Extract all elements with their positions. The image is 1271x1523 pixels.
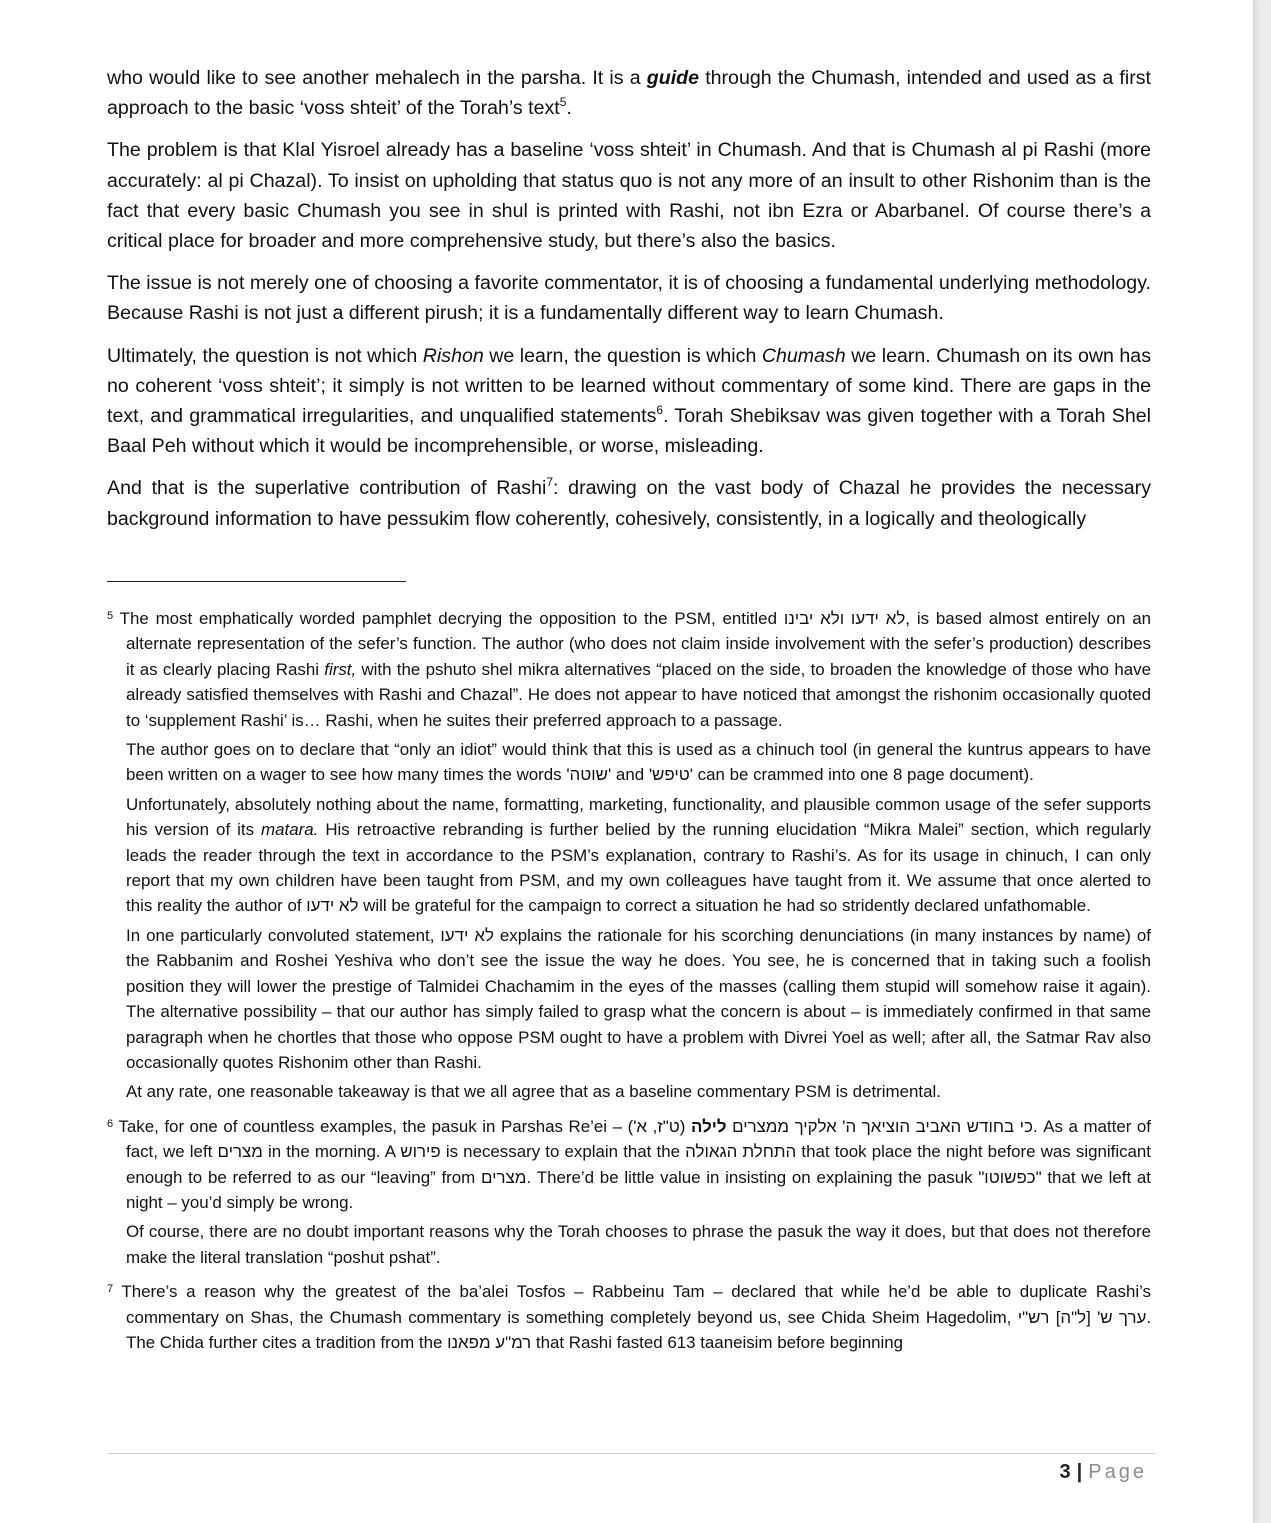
text-run: And that is the superlative contribution of Rashi [107,477,547,500]
page-label: Page [1088,1461,1147,1483]
footnote-ref-5[interactable]: 5 [559,95,567,110]
emphasis-rishon: Rishon [422,344,484,367]
footnote-number: 5 [107,610,114,622]
text-run: Unfortunately, absolutely nothing about the name, formatting, marketing, functionality, and plausible common usage of the sefer supports his version of its [126,794,1151,840]
text-run: we learn. Chumash on its own has no coherent ‘voss shteit’; it simply is not written to be learned without commentary of some kind. There are gaps in the text, and grammatical irregularities, and unqualified statements [107,344,1151,428]
text-run: that took place the night before was significant enough to be referred to as our “leaving” from [126,1142,1151,1187]
text-run: There’s a reason why the greatest of the ba’alei Tosfos – Rabbeinu Tam – declared that while he’d be able to duplicate Rashi’s commentary on Shas, the Chumash commentary is something completely beyond us, see Chida Sheim Hagedolim, [121,1282,1152,1327]
hebrew-text: "כפשוטו" [978,1167,1042,1187]
hebrew-text: מצרים [481,1167,527,1187]
emphasis-first: first, [324,659,357,679]
hebrew-text: התחלת הגאולה [685,1142,797,1162]
footnote-number: 6 [107,1117,114,1130]
text-run: we learn, the question is which [483,344,762,367]
text-run: that Rashi fasted 613 taaneisim before beginning [531,1332,904,1352]
text-run: . The Chida further cites a tradition from the [126,1307,1152,1352]
footer-rule [107,1453,1155,1454]
text-run: The most emphatically worded pamphlet decrying the opposition to the PSM, entitled [119,609,784,628]
body-paragraph-5 [107,473,1151,533]
footnote-ref-6[interactable]: 6 [656,403,664,418]
body-paragraph-3: The issue is not merely one of choosing a favorite commentator, it is of choosing a fundamental underlying methodology. Because Rashi is not just a different pirush; it is a fundamentally different way to learn Chumash. [107,272,1151,325]
footnote-6-paragraph-1 [107,1114,1151,1216]
footnote-6-paragraph-2: Of course, there are no doubt important reasons why the Torah chooses to phrase the pasuk the way it does, but that does not therefore make the literal translation “poshut pshat”. [126,1222,1151,1267]
footnote-5-paragraph-4 [126,923,1151,1075]
text-run: who would like to see another mehalech in the parsha. It is a [107,67,647,89]
text-run: that we left at night – you’d simply be wrong. [126,1167,1151,1212]
text-run: . There’d be little value in insisting on explaining the pasuk [526,1167,979,1187]
footnote-5-paragraph-2 [126,737,1151,788]
text-run: : drawing on the vast body of Chazal he provides the necessary background information to have pessukim flow coherently, cohesively, consistently, in a logically and theologically [107,477,1151,530]
text-run: His retroactive rebranding is further belied by the running elucidation “Mikra Malei” section, which regularly leads the reader through the text in accordance to the PSM’s explanation, contrary to Rashi’s. As for its usage in chinuch, I can only report that my own children have been taught from PSM, and my own colleagues have taught from it. We assume that once alerted to this reality the author of [126,820,1151,916]
footnote-5-paragraph-5: At any rate, one reasonable takeaway is that we all agree that as a baseline commentary PSM is detrimental. [126,1082,941,1102]
footnote-5-paragraph-1 [107,606,1151,733]
body-paragraph-4 [107,341,1151,462]
emphasis-matara: matara. [261,820,319,840]
hebrew-bold-text: לילה [691,1116,727,1136]
footnote-separator [107,581,406,582]
footer-separator: | [1076,1461,1083,1483]
text-run: is necessary to explain that the [440,1142,686,1162]
text-run: Ultimately, the question is not which [107,344,423,367]
text-run: through the Chumash, intended and used as a first approach to the basic ‘voss shteit’ of the Torah’s text [107,67,1151,120]
page-number: 3 [1059,1461,1071,1483]
emphasis-guide: guide [646,67,700,89]
body-paragraph-1 [107,63,1151,123]
text-run: . As a matter of fact, we left [126,1116,1151,1162]
text-run: in the morning. A [262,1142,401,1162]
hebrew-text: רמ"ע מפאנו [447,1332,532,1352]
footnote-number: 7 [107,1283,114,1296]
hebrew-text: (ט"ז, א') [627,1116,691,1136]
hebrew-text: כי בחודש האביב הוציאך ה' אלקיך ממצרים [726,1116,1033,1136]
hebrew-text: לא ידעו ולא יבינו [783,609,906,628]
hebrew-quote [628,1117,1033,1136]
text-run: , is based almost entirely on an alternate representation of the sefer’s function. The author (who does not claim inside involvement with the sefer’s production) describes it as clearly placing Rashi [126,609,1151,679]
hebrew-text: לא ידעו [440,925,494,945]
text-run: . [566,97,572,120]
hebrew-text: 'טיפש' [648,765,693,785]
hebrew-text: פירוש [400,1142,441,1162]
hebrew-text: 'שוטה' [566,765,612,785]
body-paragraph-2: The problem is that Klal Yisroel already has a baseline ‘voss shteit’ in Chumash. And that is Chumash al pi Rashi (more accurately: al pi Chazal). To insist on upholding that status quo is not any more of an insult to other Rishonim than is the fact that every basic Chumash you see in shul is printed with Rashi, not ibn Ezra or Abarbanel. Of course there’s a critical place for broader and more comprehensive study, but there’s also the basics. [107,139,1151,253]
text-run: and [611,765,649,785]
text-run: explains the rationale for his scorching denunciations (in many instances by name) of the Rabbanim and Roshei Yeshiva who don’t see the issue the way he does. You see, he is concerned that in taking such a foolish position they will lower the prestige of Talmidei Chachamim in the eyes of the masses (calling them stupid will somehow raise it again). The alternative possibility – that our author has simply failed to grasp what the concern is about – is immediately confirmed in that same paragraph when he chortles that those who oppose PSM ought to have a problem with Divrei Yoel as well; after all, the Satmar Rav also occasionally quotes Rishonim other than Rashi. [126,925,1151,1072]
page-footer [1060,1459,1147,1485]
hebrew-text: מצרים [217,1142,263,1162]
text-run: can be crammed into one 8 page document). [692,765,1034,785]
emphasis-chumash: Chumash [761,344,846,367]
main-body-text [107,63,1151,546]
footnote-6 [107,1114,1151,1270]
text-run: In one particularly convoluted statement, [126,925,441,945]
footnote-5 [107,606,1151,1105]
text-run: The author goes on to declare that “only an idiot” would think that this is used as a chinuch tool (in general the kuntrus appears to have been written on a wager to see how many times the words [126,740,1151,785]
footnote-7 [107,1279,1151,1355]
text-run: Take, for one of countless examples, the pasuk in Parshas Re’ei – [118,1116,628,1136]
footnote-7-paragraph-1 [107,1279,1152,1355]
hebrew-text: ערך ש' [ל"ה] רש"י [1017,1307,1147,1327]
text-run: will be grateful for the campaign to correct a situation he had so stridently declared unfathomable. [358,896,1091,916]
text-run: . Torah Shebiksav was given together with a Torah Shel Baal Peh without which it would be incomprehensible, or worse, misleading. [107,405,1151,458]
footnote-5-paragraph-3 [126,792,1151,919]
footnotes-section [107,606,1151,1364]
hebrew-text: לא ידעו [306,896,359,916]
footnote-ref-7[interactable]: 7 [546,475,554,490]
text-run: with the pshuto shel mikra alternatives “placed on the side, to broaden the knowledge of those who have already satisfied themselves with Rashi and Chazal”. He does not appear to have noticed that amongst the rishonim occasionally quoted to ‘supplement Rashi’ is… Rashi, when he suites their preferred approach to a passage. [126,659,1151,730]
